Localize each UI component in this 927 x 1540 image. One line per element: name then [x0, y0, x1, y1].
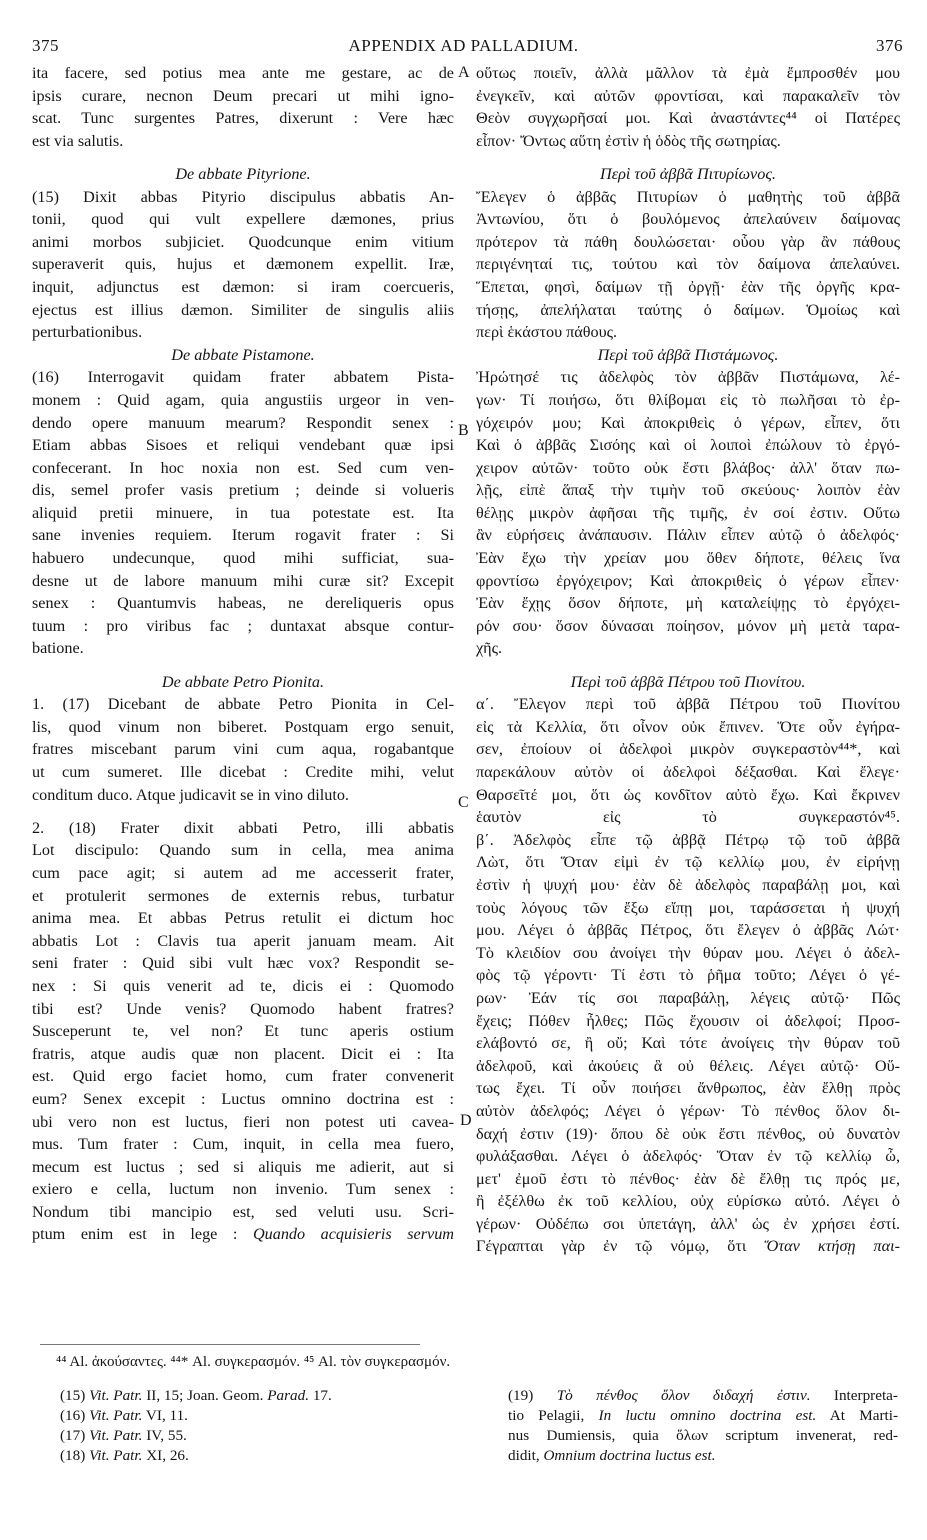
text-line: senex : Quantumvis habeas, ne dereliqueris opus	[32, 594, 454, 613]
text-line: φροντίσω ἐργόχειρον; Καὶ ἀποκριθεὶς ὁ γέρων εἶπεν·	[476, 571, 900, 590]
text-line	[476, 1235, 900, 1258]
text-line: περιγένηταί τις, τούτου καὶ τὸν δαίμονα ἀπελαύνει.	[476, 255, 900, 274]
text-line: α΄. Ἔλεγον περὶ τοῦ ἀββᾶ Πέτρου τοῦ Πιονίτου	[476, 695, 900, 714]
italic-text-run: Quando acquisieris servum	[252, 1225, 454, 1244]
note-reference: II, 15; Joan. Geom.	[142, 1387, 268, 1404]
text-line: ἐστὶν ἡ ψυχή μου· ἐὰν δὲ ἀδελφὸς παραβάλῃ μοι, καὶ	[476, 875, 900, 894]
text-line: est via salutis.	[32, 131, 124, 150]
note-number: (17)	[60, 1427, 86, 1444]
text-line: anima mea. Et abbas Petrus retulit ei dictum hoc	[32, 909, 454, 928]
text-line: γόχειρόν μου; Καὶ ἀποκριθεὶς ὁ γέρων, εἶπεν, ὅτι	[476, 413, 900, 432]
text-line: Nondum tibi mancipio est, sed veluti usu. Scri-	[32, 1202, 454, 1221]
text-line: scat. Tunc surgentes Patres, dixerunt : Vere hæc	[32, 109, 454, 128]
text-line: λῇς, εἰπὲ ἅπαξ τὴν τιμὴν τοῦ σκεύους· λοιπὸν ἐὰν	[476, 481, 900, 500]
text-line: τοὺς λόγους τῶν ἔξω εἴπῃ μοι, ταράσσεται ἡ ψυχή	[476, 898, 900, 917]
source-note	[60, 1446, 440, 1466]
text-line: perturbationibus.	[32, 323, 143, 342]
margin-letter-a: A	[458, 64, 470, 81]
note-reference: VI, 11.	[142, 1407, 188, 1424]
text-line: ρόν σου· ὅσον δύνασαι ποίησον, μόνον μὴ μετὰ ταρα-	[476, 616, 900, 635]
note-reference: XI, 26.	[142, 1447, 189, 1464]
text-line: θέλῃς μικρὸν ἀφῆσαι τῆς τιμῆς, ἐν σοί ἐστιν. Οὕτω	[476, 503, 900, 522]
text-line: abbatis Lot : Clavis tua aperit januam meam. Ait	[32, 931, 454, 950]
note-reference: IV, 55.	[142, 1427, 187, 1444]
note-number: (15)	[60, 1387, 86, 1404]
text-line: χειρον αὐτῶν· τοῦτο οὐκ ἔστι βλάβος· ἀλλ' ὅταν πω-	[476, 458, 900, 477]
note-source: Vit. Patr.	[89, 1387, 143, 1404]
section-heading: Περὶ τοῦ ἀββᾶ Πιστάμωνος.	[597, 345, 779, 364]
section-heading: De abbate Pistamone.	[171, 345, 315, 364]
text-line: habuero undecunque, quod mihi sufficiat, sua-	[32, 549, 454, 568]
text-line: (15) Dixit abbas Pityrio discipulus abbatis An-	[32, 187, 454, 206]
note-source: Vit. Patr.	[89, 1427, 143, 1444]
note-19-line: (19) Τὸ πένθος ὅλον διδαχή ἐστιν. Interpreta-	[508, 1387, 898, 1404]
text-line: β΄. Ἀδελφὸς εἶπε τῷ ἀββᾷ Πέτρῳ τῷ τοῦ ἀββᾶ	[476, 830, 900, 849]
italic-text-run: Ὅταν κτήσῃ παι-	[764, 1237, 900, 1256]
text-line: ubi vero non est luctus, fieri non potest uti cavea-	[32, 1112, 454, 1131]
text-line: Θαρσεῖτέ μοι, ὅτι ὡς κονδῖτον αὐτὸ ἔχω. Καὶ ἔκρινεν	[476, 785, 900, 804]
text-line: conditum duco. Atque judicavit se in vino diluto.	[32, 785, 349, 804]
text-line: Ἠρώτησέ τις ἀδελφὸς τὸν ἀββᾶν Πιστάμωνα, λέ-	[476, 368, 900, 387]
section-gap	[32, 660, 454, 671]
text-line: tuum : pro viribus fac ; duntaxat absque contur-	[32, 616, 454, 635]
text-line: inquit, adjunctus est dæmon: si iram coercueris,	[32, 277, 454, 296]
text-line: Θεὸν συγχωρῆσαί μοι. Καὶ ἀναστάντες⁴⁴ οἱ Πατέρες	[476, 109, 900, 128]
text-line: exiero e cella, luctum non invenio. Tum senex :	[32, 1180, 454, 1199]
section-heading: De abbate Pityrione.	[175, 164, 311, 183]
page-number-left: 375	[32, 36, 59, 55]
text-line: cum pace agit; si autem ad me accesserit frater,	[32, 863, 454, 882]
text-line: εἶπον· Ὄντως αὕτη ἐστὶν ἡ ὁδὸς τῆς σωτηρίας.	[476, 131, 781, 150]
note-number: (16)	[60, 1407, 86, 1424]
note-19-line: tio Pelagii, In luctu omnino doctrina est. At Marti-	[508, 1407, 898, 1424]
section-gap	[476, 152, 900, 163]
margin-letter-b: B	[458, 422, 469, 439]
text-line: lis, quod vinum non biberet. Postquam ergo senuit,	[32, 717, 454, 736]
text-line: desne ut de labore manuum mihi curæ sit? Excepit	[32, 571, 454, 590]
text-line: εἰς τὰ Κελλία, ὅτι οἶνον οὐκ ἔπινεν. Ὅτε οὖν ἐγήρα-	[476, 717, 900, 736]
section-gap	[476, 660, 900, 671]
text-line: ἢ ἐξέλθω ἐκ τοῦ κελλίου, οὐχ εὑρίσκω αὐτό. Λέγει ὁ	[476, 1192, 900, 1211]
text-line: γων· Τί ποιήσω, ὅτι θλίβομαι εἰς τὸ πωλῆσαι τὸ ἐρ-	[476, 390, 900, 409]
note-19-line: nus Dumiensis, quia ὅλων scriptum invenerat, red-	[508, 1427, 898, 1444]
source-note	[60, 1426, 440, 1446]
text-line: μετ' ἐμοῦ ἐστι τὸ πένθος· ἐὰν δὲ ἔλθῃ τις πρός με,	[476, 1169, 900, 1188]
text-line: Ἐὰν ἔχω τὴν χρείαν μου ὅθεν δήποτε, θέλεις ἵνα	[476, 549, 900, 568]
text-line: ejectus est illius dæmon. Similiter de singulis aliis	[32, 300, 454, 319]
margin-letter-c: C	[458, 794, 469, 811]
text-line: ἔχεις; Πόθεν ἦλθες; Πῶς ἔχουσιν οἱ ἀδελφοί; Προσ-	[476, 1011, 900, 1030]
text-line: Etiam abbas Sisoes et reliqui vendebant quæ ipsi	[32, 436, 454, 455]
text-line: ut cum sumeret. Ille dicebat : Credite mihi, velut	[32, 763, 454, 781]
margin-letter-d: D	[460, 1112, 472, 1129]
text-line: eum? Senex excepit : Luctus omnino doctrina est :	[32, 1089, 454, 1108]
text-line: Lot discipulo: Quando sum in cella, mea anima	[32, 841, 454, 860]
text-line: παρεκάλουν αὐτὸν οἱ ἀδελφοὶ δέξασθαι. Καὶ ἔλεγε·	[476, 763, 900, 781]
text-line: φυλάξασθαι. Λέγει ὁ ἀδελφός· Ὅταν ἐν τῷ κελλίῳ ὦ,	[476, 1147, 900, 1166]
text-run: ptum enim est in lege :	[32, 1225, 253, 1244]
text-line: Τὸ κλειδίον σου ἀνοίγει τὴν θύραν μου. Λέγει ὁ ἀδελ-	[476, 943, 900, 962]
text-line: ἐνεγκεῖν, καὶ αὐτῶν φροντίσαι, καὶ παρακαλεῖν τὸν	[476, 86, 900, 105]
note-number: (18)	[60, 1447, 86, 1464]
text-line: (16) Interrogavit quidam frater abbatem Pista-	[32, 368, 454, 387]
greek-variant-footnotes: ⁴⁴ Al. ἀκούσαντες. ⁴⁴* Al. συγκερασμόν. ⁴⁵ Al. τὸν συγκερασμόν.	[56, 1354, 451, 1370]
text-line: dis, semel profer vasis pretium ; deinde si volueris	[32, 481, 454, 500]
note-reference: 17.	[309, 1387, 332, 1404]
text-line: mus. Tum frater : Cum, inquit, in cella mea fuero,	[32, 1135, 454, 1154]
text-line: μου. Λέγει ὁ ἀββᾶς Πέτρος, ὅτι ἔλεγεν ὁ ἀββᾶς Λώτ·	[476, 921, 900, 940]
text-line: ἀδελφοῦ, καὶ ἀκούεις ἃ οὐ θέλεις. Λέγει αὐτῷ· Οὕ-	[476, 1056, 900, 1075]
text-line: Ἕπεται, φησὶ, δαίμων τῇ ὀργῇ· ἐὰν τῆς ὀργῆς κρα-	[476, 277, 900, 296]
source-note	[60, 1406, 440, 1426]
text-line: Καὶ ὁ ἀββᾶς Σισόης καὶ οἱ λοιποὶ ἐπώλουν τὸ ἐργό-	[476, 436, 900, 455]
note-source: Vit. Patr.	[89, 1407, 143, 1424]
source-notes-right	[508, 1386, 898, 1466]
section-heading: De abbate Petro Pionita.	[161, 672, 325, 691]
text-line: fratres miscebant parum vini cum aqua, rogabantque	[32, 740, 454, 759]
text-run: Γέγραπται γὰρ ἐν τῷ νόμῳ, ὅτι	[476, 1237, 765, 1256]
text-line: Ἐὰν ἔχῃς ὅσον δήποτε, μὴ καταλείψῃς τὸ ἐργόχει-	[476, 594, 900, 613]
text-line: δαχή ἐστιν (19)· ὅπου δὲ οὐκ ἔστι πένθος, οὐ δυνατὸν	[476, 1124, 900, 1143]
text-line: Ἀντωνίου, ὅτι ὁ βουλόμενος ἀπελαύνειν δαίμονας	[476, 210, 900, 229]
section-gap	[32, 806, 454, 817]
text-line: ελάβοντό σε, ἢ οὔ; Καὶ τότε ἀνοίγεις τὴν θύραν τοῦ	[476, 1034, 900, 1053]
text-line: περὶ ἑκάστου πάθους.	[476, 323, 618, 342]
text-line: et protulerit sermones de externis rebus, turbatur	[32, 886, 454, 905]
text-line: mecum est luctus ; sed si aliquis me adierit, aut si	[32, 1157, 454, 1176]
text-line: aliquid pretii minuere, in tua potestate est. Ita	[32, 503, 454, 522]
text-line: tonii, quod qui vult expellere dæmones, prius	[32, 210, 454, 229]
text-line	[32, 1223, 454, 1246]
note-source: Vit. Patr.	[89, 1447, 143, 1464]
text-line: οὕτως ποιεῖν, ἀλλὰ μᾶλλον τὰ ἐμὰ ἔμπροσθέν μου	[476, 64, 900, 82]
text-line: Ἔλεγεν ὁ ἀββᾶς Πιτυρίων ὁ μαθητὴς τοῦ ἀββᾶ	[476, 187, 900, 206]
text-line: Susceperunt te, vel non? Et tunc aperis ostium	[32, 1022, 454, 1041]
text-line: γέρων· Οὐδέπω σοι ὑπετάγη, ἀλλ' ὡς ἐν χρήσει ἐστί.	[476, 1214, 900, 1233]
note-source: Parad.	[267, 1387, 310, 1404]
page-number-right: 376	[876, 36, 903, 55]
text-line: φὸς τῷ γέροντι· Τί ἐστι τὸ ῥῆμα τοῦτο; Λέγει ὁ γέ-	[476, 966, 900, 985]
text-line: τως ἔχει. Τί οὖν ποιήσει ἄνθρωπος, ἐὰν ἔλθῃ πρὸς	[476, 1079, 900, 1098]
text-line: tibi est? Unde venis? Quomodo habent fratres?	[32, 999, 454, 1018]
text-line: Λὼτ, ὅτι Ὅταν εἰμὶ ἐν τῷ κελλίῳ μου, ἐν εἰρήνῃ	[476, 853, 900, 872]
text-line: fratris, atque audis quæ non placent. Dicit ei : Ita	[32, 1044, 454, 1063]
section-gap	[32, 152, 454, 163]
text-line: ipsis curare, necnon Deum precari ut mihi igno-	[32, 86, 454, 105]
source-notes-left	[60, 1386, 440, 1466]
running-title: APPENDIX AD PALLADIUM.	[348, 36, 579, 55]
text-line: ἑαυτὸν εἰς τὸ συγκεραστόν⁴⁵.	[476, 808, 900, 827]
text-line: animi morbos subjiciet. Quodcunque enim vitium	[32, 232, 454, 251]
text-line: σεν, ἐποίουν οἱ ἀδελφοὶ μικρὸν συγκεραστὸν⁴⁴*, καὶ	[476, 740, 900, 759]
text-line: confecerant. In hoc noxia non est. Sed cum ven-	[32, 458, 454, 477]
text-line: monem : Quid agam, quia angustiis urgeor in ven-	[32, 390, 454, 409]
text-line: est. Quid ergo faciet homo, cum frater convenerit	[32, 1067, 454, 1086]
text-line: ita facere, sed potius mea ante me gestare, ac de	[32, 64, 454, 82]
greek-column	[476, 62, 900, 1258]
latin-column	[32, 62, 454, 1246]
note-19-line: didit, Omnium doctrina luctus est.	[508, 1447, 716, 1464]
source-note	[60, 1386, 440, 1406]
section-heading: Περὶ τοῦ ἀββᾶ Πέτρου τοῦ Πιονίτου.	[570, 672, 806, 691]
section-heading: Περὶ τοῦ ἀββᾶ Πιτυρίωνος.	[600, 164, 776, 183]
text-line: superaverit quis, hujus et dæmonem expellit. Iræ,	[32, 255, 454, 274]
footnote-rule	[40, 1344, 420, 1345]
text-line: nex : Si quis venerit ad te, dicis ei : Quomodo	[32, 976, 454, 995]
text-line: seni frater : Quid sibi vult hæc vox? Respondit se-	[32, 954, 454, 973]
text-line: ρων· Ἐάν τίς σοι παραβάλῃ, λέγεις αὐτῷ· Πῶς	[476, 988, 900, 1007]
text-line: πρότερον τὰ πάθη δουλώσεται· οὗου γὰρ ἂν πάθους	[476, 232, 900, 251]
text-line: batione.	[32, 639, 84, 658]
text-line: dendo opere manuum mearum? Respondit senex :	[32, 413, 454, 432]
text-line: ἂν εὑρήσεις ἀνάπαυσιν. Πάλιν εἶπεν αὐτῷ ὁ ἀδελφός·	[476, 526, 900, 545]
text-line: τήσῃς, ἀπελήλαται ταύτης ὁ δαίμων. Ὁμοίως καὶ	[476, 300, 900, 319]
text-line: 2. (18) Frater dixit abbati Petro, illi abbatis	[32, 818, 454, 837]
text-line: sane invenies requiem. Iterum rogavit frater : Si	[32, 526, 454, 545]
text-line: χῆς.	[476, 639, 503, 658]
text-line: αὐτὸν ἀδελφός; Λέγει ὁ γέρων· Τὸ πένθος ὅλον δι-	[476, 1101, 900, 1120]
text-line: 1. (17) Dicebant de abbate Petro Pionita in Cel-	[32, 695, 454, 714]
